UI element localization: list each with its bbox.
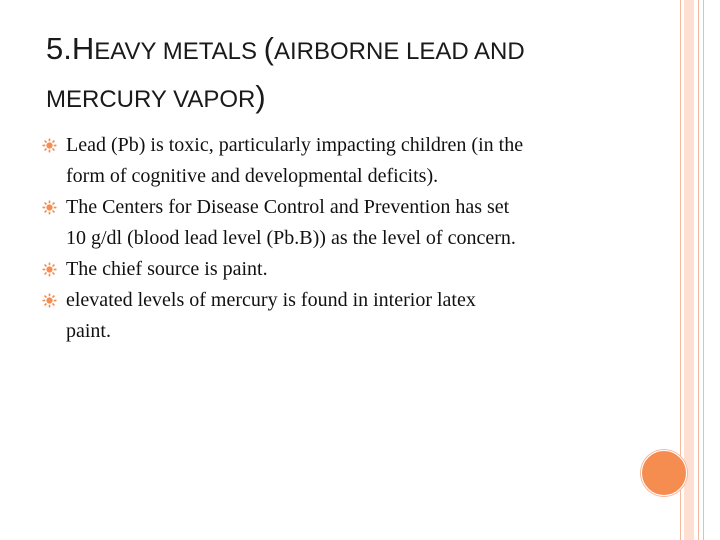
- bullet-item: [42, 254, 642, 285]
- sun-icon: [42, 262, 57, 277]
- title-text: EAVY METALS: [94, 38, 264, 65]
- title-text: AIRBORNE LEAD AND: [273, 38, 525, 65]
- title-text: MERCURY VAPOR: [46, 86, 256, 113]
- title-text: (: [263, 31, 274, 66]
- bullet-list: [42, 130, 642, 347]
- slide-title: [46, 26, 656, 122]
- title-line-2: [46, 74, 656, 122]
- sun-icon: [42, 200, 57, 215]
- title-text: ): [255, 79, 266, 114]
- bullet-item: [42, 130, 642, 192]
- bullet-item: [42, 285, 642, 347]
- bullet-text: The chief source is paint.: [66, 258, 268, 280]
- decor-stripe-line: [698, 0, 699, 540]
- bullet-text: elevated levels of mercury is found in interior latex paint.: [66, 289, 476, 342]
- bullet-item: [42, 192, 642, 254]
- bullet-text: The Centers for Disease Control and Prevention has set 10 g/dl (blood lead level (Pb.B)) as the level of concern.: [66, 196, 516, 249]
- bullet-text: Lead (Pb) is toxic, particularly impacting children (in the form of cognitive and developmental deficits).: [66, 134, 524, 187]
- decor-circle: [641, 450, 687, 496]
- title-line-1: [46, 26, 656, 74]
- sun-icon: [42, 293, 57, 308]
- decor-stripe-line: [703, 0, 704, 540]
- sun-icon: [42, 138, 57, 153]
- decor-stripe: [684, 0, 694, 540]
- title-text: 5.H: [46, 31, 95, 66]
